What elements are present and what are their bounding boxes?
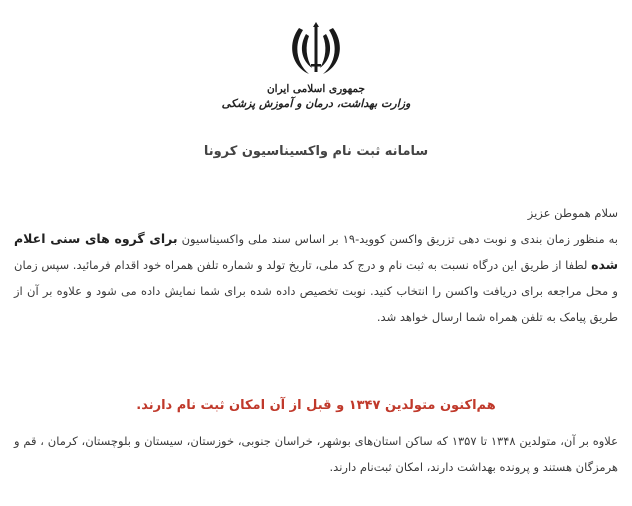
extra-eligibility: علاوه بر آن، متولدین ۱۳۴۸ تا ۱۳۵۷ که ساکن استان‌های بوشهر، خراسان جنوبی، خوزستان، سیستان و بلوچستان، کرمان ، قم و هرمزگان هستند و پرونده بهداشت دارند، امکان ثبت‌نام دارند. [14,434,619,474]
registration-notice: هم‌اکنون متولدین ۱۳۴۷ و قبل از آن امکان ثبت نام دارند. [136,398,496,413]
intro-paragraph [14,226,618,330]
iran-emblem-icon [289,22,343,78]
greeting: سلام هموطن عزیز [527,206,618,220]
page-title: سامانه ثبت نام واکسیناسیون کرونا [203,144,429,159]
ministry-line2: وزارت بهداشت، درمان و آموزش پزشکی [221,97,411,110]
ministry-line1: جمهوری اسلامی ایران [266,83,366,95]
header [0,22,632,112]
intro-content [14,200,618,330]
intro-bold: برای گروه های سنی اعلام شده [14,231,618,272]
intro-part2: لطفا از طریق این درگاه نسبت به ثبت نام و درج کد ملی، تاریخ تولد و شماره تلفن همراه خود اقدام فرمائید. سپس زمان و محل مراجعه برای دریافت واکسن را انتخاب کنید. نوبت تخصیص داده شده برای شما نمایش داده می شود و علاوه بر آن از طریق پیامک به تلفن همراه شما ارسال خواهد شد. [14,258,618,324]
intro-part1: به منظور زمان بندی و نوبت دهی تزریق واکسن کووید-۱۹ بر اساس سند ملی واکسیناسیون [177,232,618,246]
